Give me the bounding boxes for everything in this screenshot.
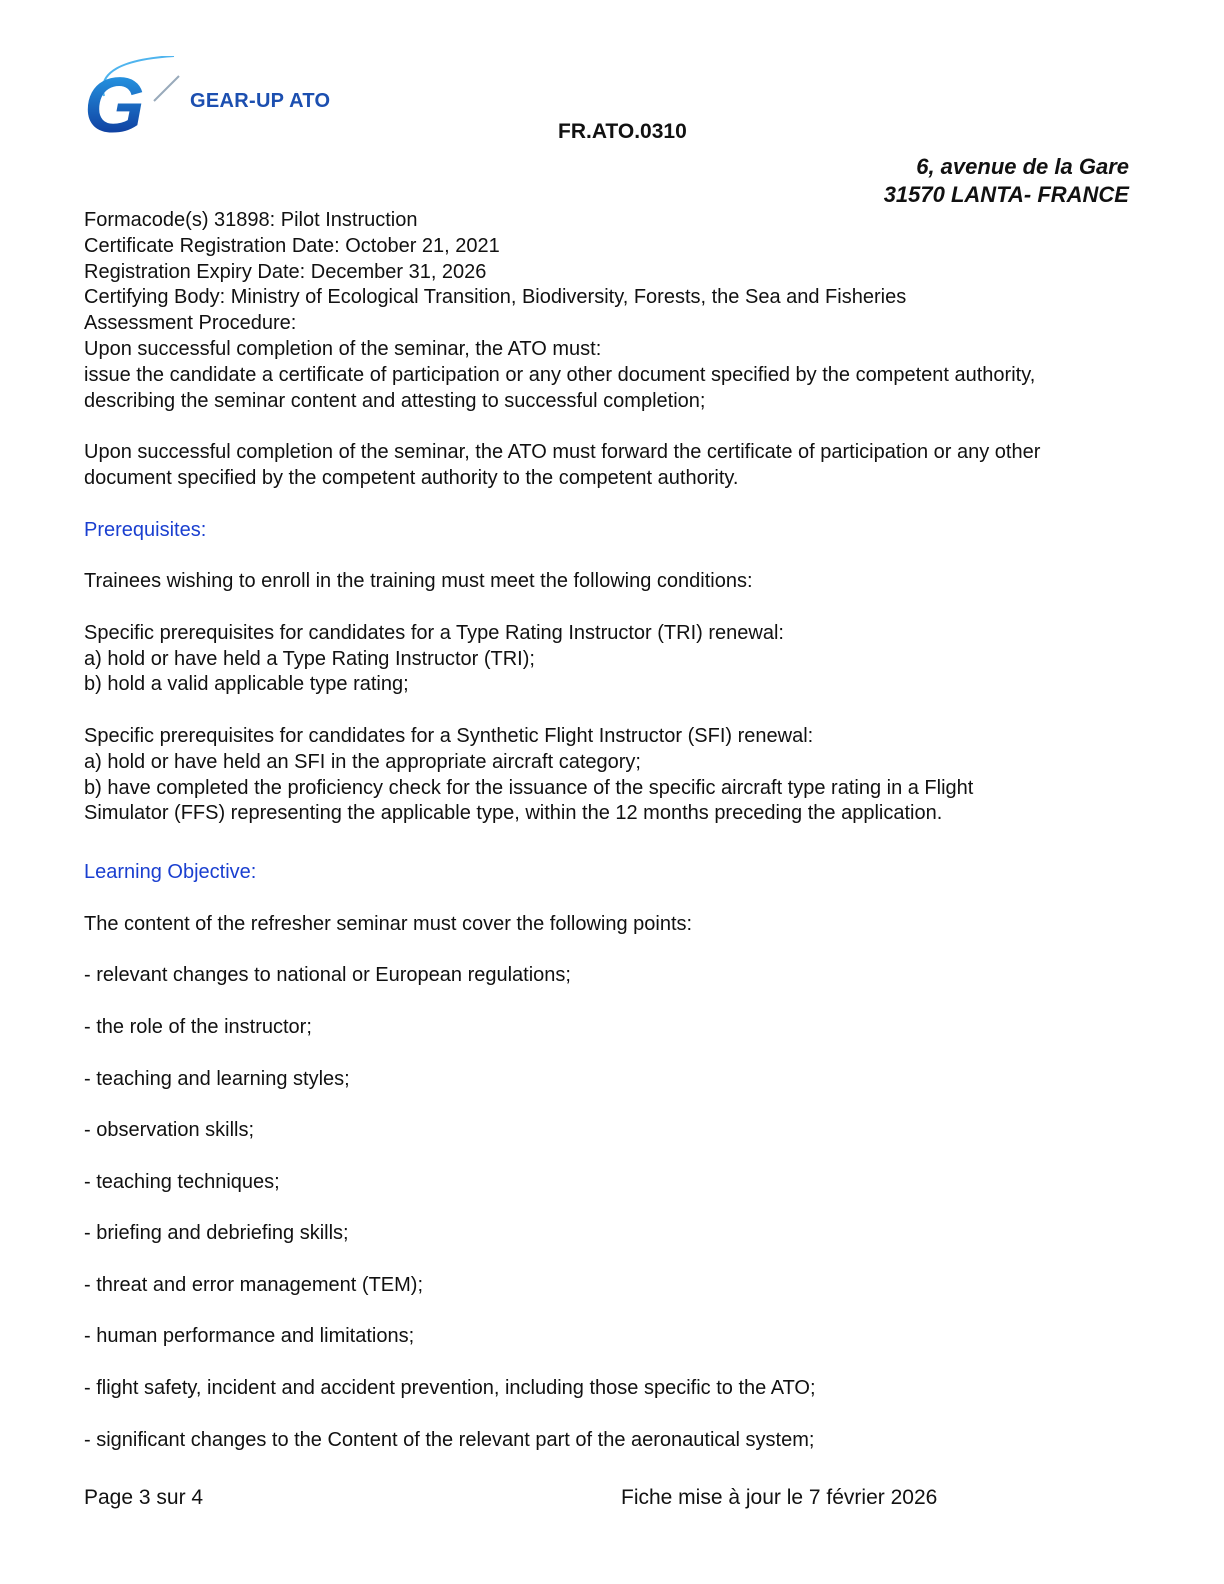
text-line: Assessment Procedure: xyxy=(84,312,297,335)
text-line: Simulator (FFS) representing the applicable type, within the 12 months preceding the application. xyxy=(84,802,943,825)
text-line: Upon successful completion of the seminar, the ATO must forward the certificate of participation or any other xyxy=(84,441,1041,464)
list-item: - observation skills; xyxy=(84,1119,255,1142)
list-item: - significant changes to the Content of the relevant part of the aeronautical system; xyxy=(84,1428,815,1451)
text-line: Registration Expiry Date: December 31, 2026 xyxy=(84,260,487,283)
ato-code: FR.ATO.0310 xyxy=(558,120,687,143)
company-logo xyxy=(84,56,344,136)
text-line: describing the seminar content and attesting to successful completion; xyxy=(84,389,706,412)
address-line: 6, avenue de la Gare xyxy=(916,154,1129,179)
text-line: b) have completed the proficiency check for the issuance of the specific aircraft type rating in a Flight xyxy=(84,776,974,799)
text-line: a) hold or have held a Type Rating Instructor (TRI); xyxy=(84,647,535,670)
list-item: - teaching and learning styles; xyxy=(84,1067,350,1090)
update-date: Fiche mise à jour le 7 février 2026 xyxy=(621,1486,938,1509)
list-item: - human performance and limitations; xyxy=(84,1325,415,1348)
text-line: b) hold a valid applicable type rating; xyxy=(84,673,409,696)
logo-g-icon xyxy=(84,56,184,136)
text-line xyxy=(84,414,1144,440)
text-line: document specified by the competent authority to the competent authority. xyxy=(84,466,739,489)
text-line: Upon successful completion of the seminar, the ATO must: xyxy=(84,337,602,360)
text-line: Certificate Registration Date: October 21, 2021 xyxy=(84,234,500,257)
svg-text:G: G xyxy=(84,61,145,136)
learning-objective-heading: Learning Objective: xyxy=(84,861,257,884)
address-line: 31570 LANTA- FRANCE xyxy=(883,182,1129,207)
list-item: - briefing and debriefing skills; xyxy=(84,1222,349,1245)
logo-text: GEAR-UP ATO xyxy=(190,90,331,112)
text-line: Trainees wishing to enroll in the training must meet the following conditions: xyxy=(84,570,753,593)
text-line: Formacode(s) 31898: Pilot Instruction xyxy=(84,209,418,231)
objective-intro: The content of the refresher seminar must cover the following points: xyxy=(84,912,693,935)
text-line: Specific prerequisites for candidates for a Type Rating Instructor (TRI) renewal: xyxy=(84,621,784,644)
text-line xyxy=(84,595,1144,621)
info-section xyxy=(84,208,1144,492)
list-item: - the role of the instructor; xyxy=(84,1015,312,1038)
list-item: - relevant changes to national or European regulations; xyxy=(84,964,571,987)
text-line xyxy=(84,698,1144,724)
text-line: a) hold or have held an SFI in the appropriate aircraft category; xyxy=(84,750,641,773)
list-item: - teaching techniques; xyxy=(84,1170,280,1193)
prerequisites-heading: Prerequisites: xyxy=(84,518,207,541)
text-line: Certifying Body: Ministry of Ecological Transition, Biodiversity, Forests, the Sea and Fisheries xyxy=(84,286,907,309)
address xyxy=(884,153,1129,209)
prerequisites-section xyxy=(84,569,1144,827)
document-body xyxy=(84,208,1144,1453)
list-item: - flight safety, incident and accident prevention, including those specific to the ATO; xyxy=(84,1377,816,1400)
page-number: Page 3 sur 4 xyxy=(84,1486,204,1509)
objective-list xyxy=(84,963,1144,1453)
text-line: issue the candidate a certificate of participation or any other document specified by the competent authority, xyxy=(84,363,1036,386)
text-line: Specific prerequisites for candidates for a Synthetic Flight Instructor (SFI) renewal: xyxy=(84,724,814,747)
list-item: - threat and error management (TEM); xyxy=(84,1273,424,1296)
